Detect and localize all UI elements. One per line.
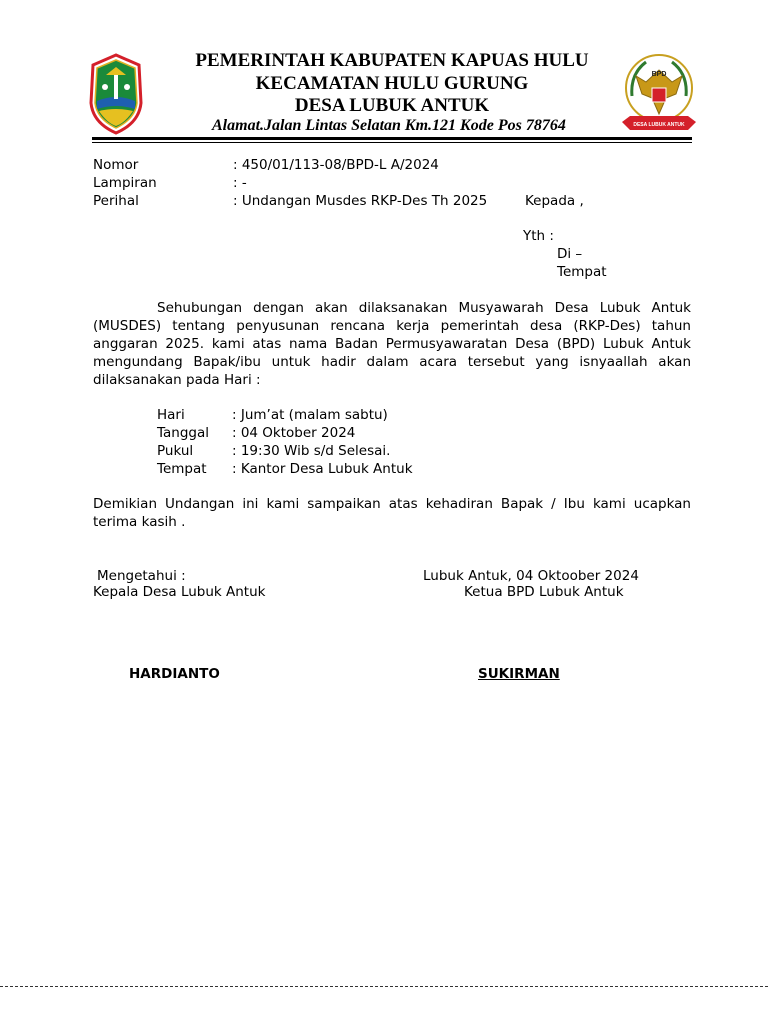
sign-left-title: Kepala Desa Lubuk Antuk (93, 584, 266, 600)
sign-left-name: HARDIANTO (129, 666, 220, 682)
recipient-yth: Yth : (523, 228, 554, 244)
detail-pukul-label: Pukul (157, 443, 194, 459)
detail-hari-label: Hari (157, 407, 185, 423)
closing-paragraph (93, 495, 691, 531)
perihal-label: Perihal (93, 193, 139, 209)
perihal-value: : Undangan Musdes RKP-Des Th 2025 (233, 193, 488, 209)
detail-pukul-value: : 19:30 Wib s/d Selesai. (232, 443, 391, 459)
recipient-di: Di – (557, 246, 583, 262)
lampiran-label: Lampiran (93, 175, 157, 191)
kepada-label: Kepada , (525, 193, 584, 209)
nomor-label: Nomor (93, 157, 139, 173)
sign-right-date: Lubuk Antuk, 04 Oktoober 2024 (423, 568, 639, 584)
letterhead-rule-thick (92, 137, 692, 140)
detail-hari-value: : Jum’at (malam sabtu) (232, 407, 388, 423)
letterhead-line-1: PEMERINTAH KABUPATEN KAPUAS HULU (195, 50, 589, 71)
letterhead-rule-thin (92, 142, 692, 143)
closing-text: Demikian Undangan ini kami sampaikan atas kehadiran Bapak / Ibu kami ucapkan terima kasih . (93, 496, 691, 530)
detail-tanggal-value: : 04 Oktober 2024 (232, 425, 356, 441)
lampiran-value: : - (233, 175, 247, 191)
bpd-logo-ribbon-text: DESA LUBUK ANTUK (633, 122, 685, 128)
detail-tempat-value: : Kantor Desa Lubuk Antuk (232, 461, 413, 477)
recipient-tempat: Tempat (557, 264, 607, 280)
kapuas-hulu-regency-emblem-icon (89, 53, 143, 135)
letterhead-line-2: KECAMATAN HULU GURUNG (255, 73, 529, 94)
page-break-divider (0, 986, 768, 987)
sign-right-name: SUKIRMAN (478, 666, 560, 682)
sign-right-title: Ketua BPD Lubuk Antuk (464, 584, 624, 600)
detail-tanggal-label: Tanggal (157, 425, 210, 441)
letterhead-address: Alamat.Jalan Lintas Selatan Km.121 Kode Pos 78764 (212, 117, 566, 134)
detail-tempat-label: Tempat (157, 461, 207, 477)
sign-left-heading: Mengetahui : (97, 568, 186, 584)
body-paragraph (93, 299, 691, 389)
paragraph-text: Sehubungan dengan akan dilaksanakan Musyawarah Desa Lubuk Antuk (MUSDES) tentang penyusunan rencana kerja pemerintah desa (RKP-Des) tahun anggaran 2025. kami atas nama Badan Permusyawaratan Desa (BPD) Lubuk Antuk mengundang Bapak/ibu untuk hadir dalam acara tersebut yang isnyaallah akan dilaksanakan pada Hari : (93, 300, 691, 388)
bpd-logo-text: BPD (651, 71, 667, 78)
letterhead-line-3: DESA LUBUK ANTUK (294, 95, 490, 116)
nomor-value: : 450/01/113-08/BPD-L A/2024 (233, 157, 439, 173)
